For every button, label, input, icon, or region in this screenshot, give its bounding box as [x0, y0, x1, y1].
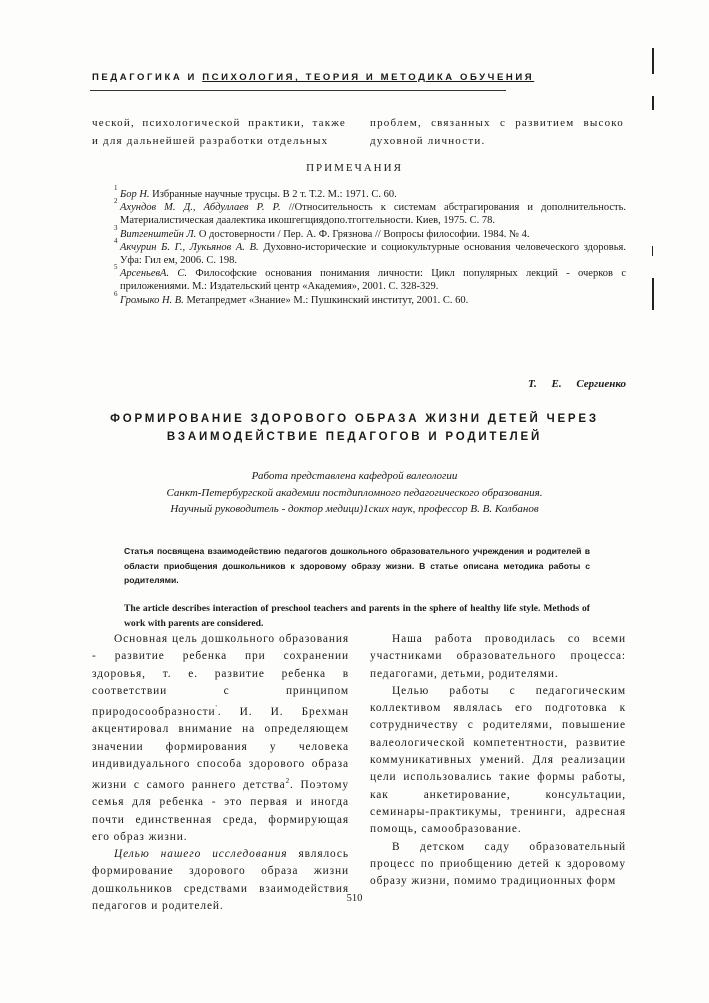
note-6: 6 Громыко Н. В. Метапредмет «Знание» М.: Пушкинский институт, 2001. С. 60. [114, 289, 469, 306]
affil-line-2: Санкт-Петербургской академии постдипломного педагогического образования. [166, 486, 543, 499]
abstract-en: The article describes interaction of preschool teachers and parents in the sphere of healthy life style. Methods of work with parents are considered. [124, 603, 590, 629]
article-title [0, 410, 709, 446]
notes-list [92, 184, 626, 307]
body-right-paragraph-1: Наша работа проводилась со всеми участниками образовательного процесса: педагогами, детьми, родителями. [370, 633, 626, 680]
title-line-1: ФОРМИРОВАНИЕ ЗДОРОВОГО ОБРАЗА ЖИЗНИ ДЕТЕЙ ЧЕРЕЗ [110, 413, 599, 425]
affiliation [0, 468, 709, 518]
page-number: 510 [346, 893, 363, 904]
body-right-paragraph-3: В детском саду образовательный процесс по приобщению детей к здоровому образу жизни, помимо традиционных форм [370, 840, 626, 888]
edge-mark [652, 246, 653, 256]
edge-mark [652, 278, 654, 310]
note-2: 2 Ахундов М. Д., Абдуллаев Р. Р. //Относительность к системам абстрагирования и дополнительность. Материалистическая даалектика икошгегщиядопо.тгоггельности. Киев, 1975. С. 78. [114, 197, 626, 227]
affil-line-3: Научный руководитель - доктор медици)1ских наук, профессор В. В. Колбанов [170, 503, 539, 515]
affil-line-1: Работа представлена кафедрой валеологии [251, 470, 458, 482]
edge-mark [652, 48, 654, 74]
running-head [92, 72, 534, 83]
top-right-text: проблем, связанных с развитием высоко духовной личности. [370, 117, 624, 147]
article-author: Т. Е. Сергиенко [528, 378, 626, 390]
note-1: 1 Бор Н. Избранные научные трусцы. В 2 т. Т.2. М.: 1971. С. 60. [114, 184, 397, 200]
edge-mark [652, 96, 654, 110]
abstract-ru: Статья посвящена взаимодействию педагогов дошкольного образовательного учреждения и родителей в области приобщения дошкольников к здоровому образу жизни. В статье описана методика работы с родителями. [124, 546, 590, 585]
running-head-underlined: ПСИХОЛОГИЯ, ТЕОРИЯ И МЕТОДИКА ОБУЧЕНИЯ [202, 72, 535, 83]
running-head-left: ПЕДАГОГИКА И [92, 72, 203, 83]
note-3: 3 Витгенштейн Л. О достоверности / Пер. А. Ф. Грязнова // Вопросы философии. 1984. № 4. [114, 223, 530, 240]
top-right-column [370, 114, 624, 150]
body-left-paragraph-2: Целью нашего исследования являлось формирование здорового образа жизни дошкольников средствами взаимодействия педагогов и родителей. [92, 848, 349, 913]
top-left-text: ческой, психологической практики, также и для дальнейшей разработки отдельных [92, 117, 346, 147]
body-left-column [92, 631, 349, 915]
body-left-paragraph-1: Основная цель дошкольного образования - развитие ребенка при сохранении здоровья, т. е. развитие ребенка в соответствии с принципом природосообразности'. И. И. Брехман акцентировал внимание на определяющем значении формирования у человека индивидуального способа здорового образа жизни с самого раннего детства$^2$. Поэтому семья для ребенка - это первая и иногда почти единственная среда, формирующая его образ жизни. [92, 633, 349, 843]
body-right-paragraph-2: Целью работы с педагогическим коллективом являлась его подготовка к сотрудничеству с родителями, повышение валеологической компетентности, развитие коммуникативных умений. Для реализации цели использовались такие формы работы, как анкетирование, консультации, семинары-практикумы, тренинги, адресная помощь, самообразование. [370, 684, 626, 836]
note-4: 4 Акчурин Б. Г., Лукьянов А. В. Духовно-исторические и социокультурные основания человеческого здоровья. Уфа: Гил ем, 2006. С. 198. [114, 236, 626, 267]
notes-title: ПРИМЕЧАНИЯ [306, 162, 403, 174]
top-left-column [92, 114, 346, 150]
title-line-2: ВЗАИМОДЕЙСТВИЕ ПЕДАГОГОВ И РОДИТЕЛЕЙ [166, 431, 543, 443]
header-rule [90, 90, 506, 91]
note-5: 5 АрсеньевА. С. Философские основания понимания личности: Цикл популярных лекций - очерков с приложениями. М.: Издательский центр «Академия», 2001. С. 328-329. [114, 263, 626, 293]
body-right-column [370, 631, 626, 890]
